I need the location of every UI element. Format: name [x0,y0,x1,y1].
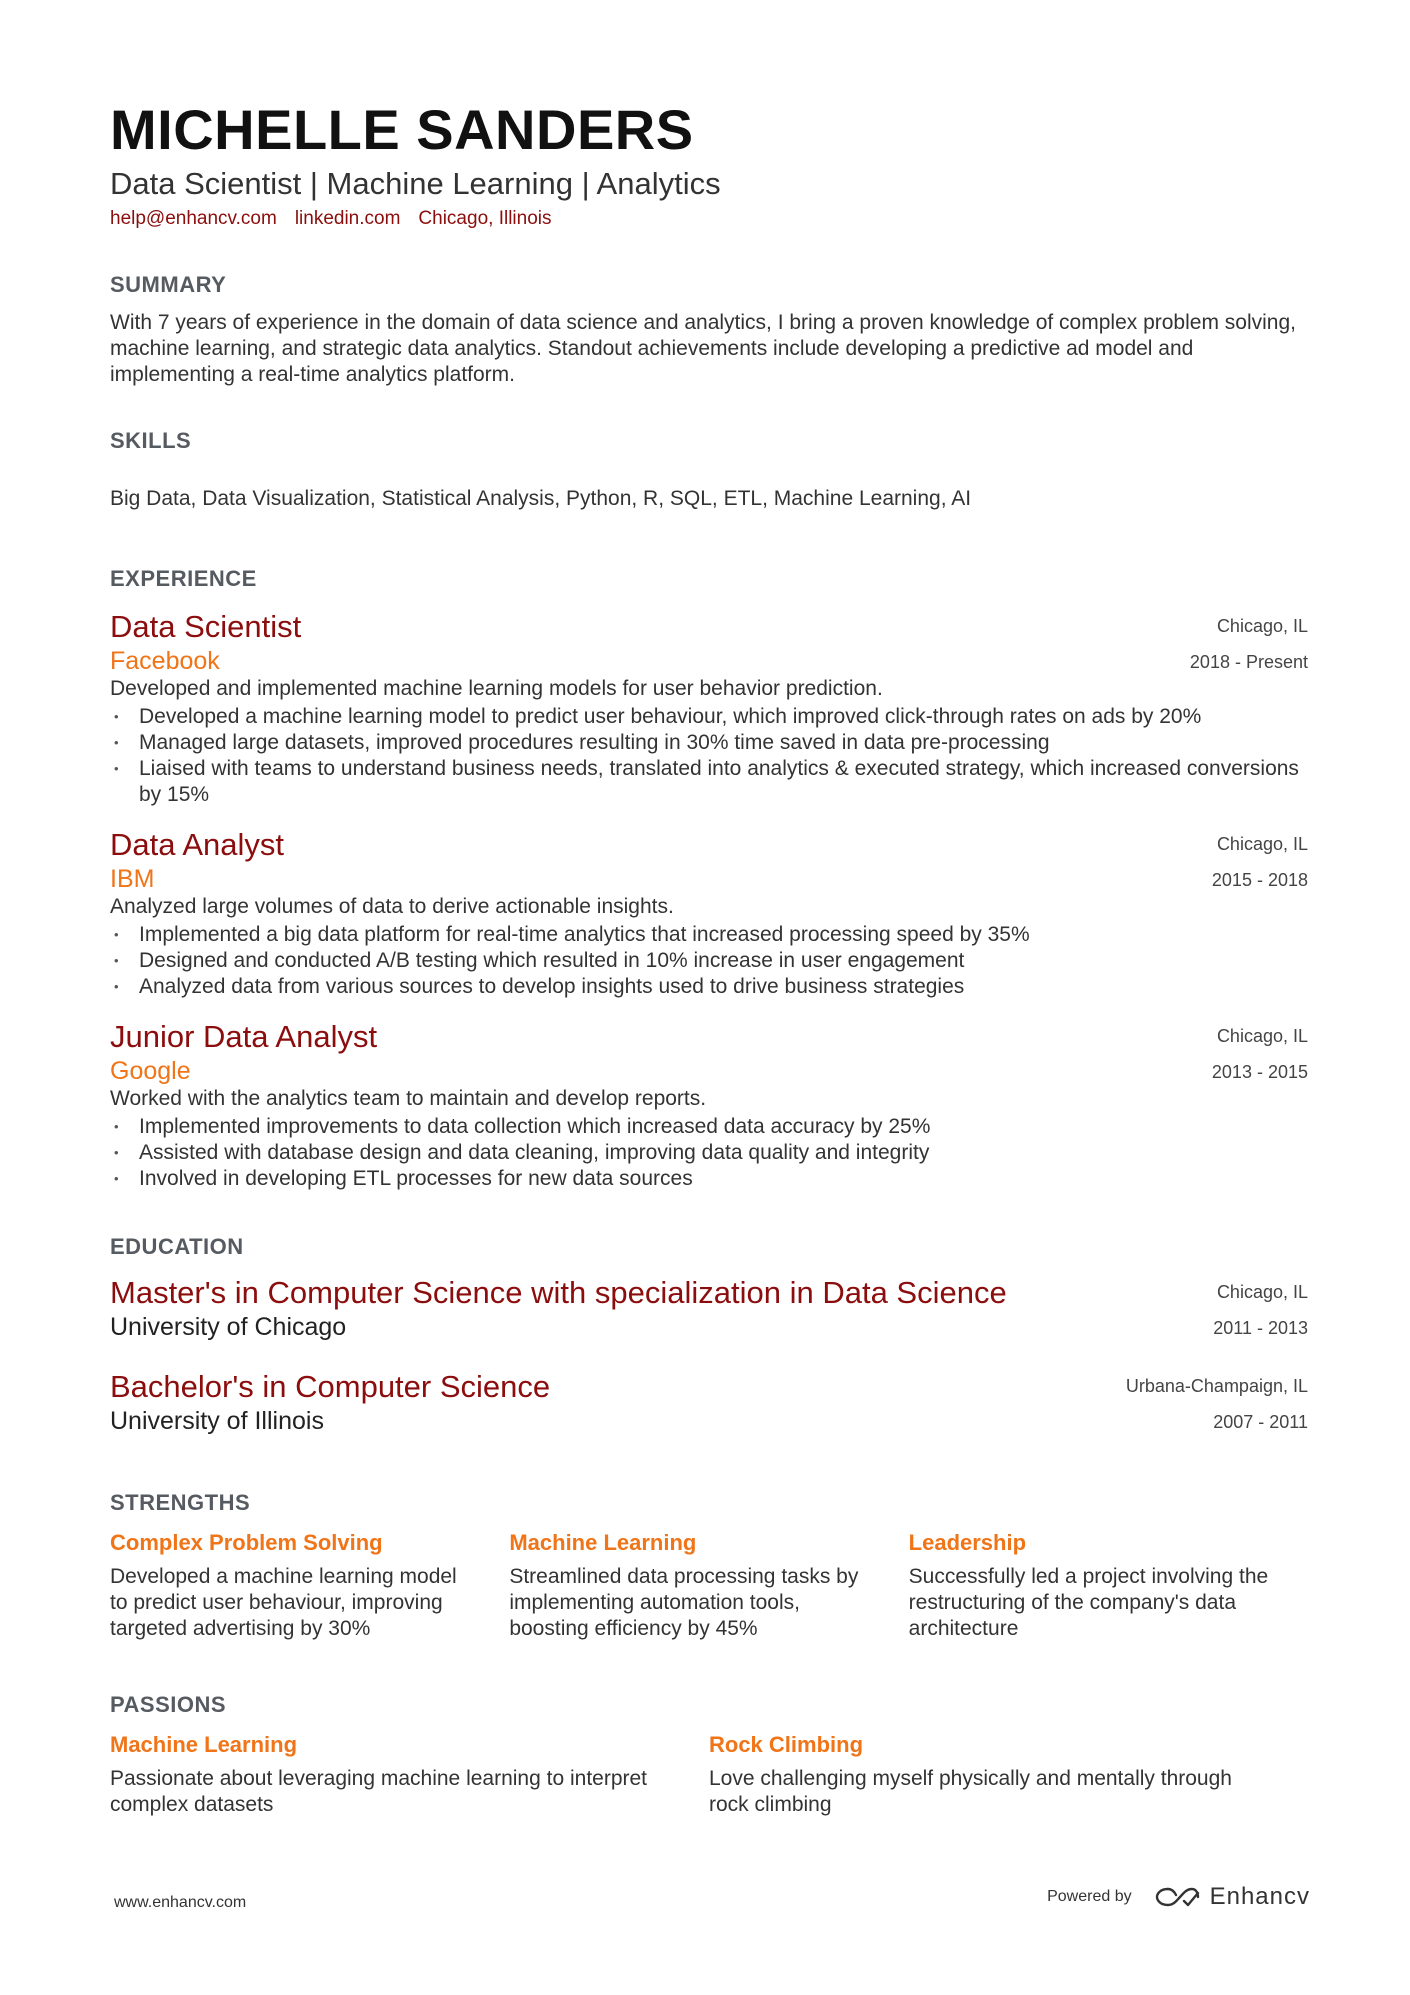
enhancv-logo-icon [1154,1885,1200,1909]
passions-grid [110,1730,1308,1818]
job-title: Data Analyst [110,827,285,862]
section-title: EDUCATION [110,1234,244,1259]
skills-text: Big Data, Data Visualization, Statistical Analysis, Python, R, SQL, ETL, Machine Learning, AI [110,487,972,510]
contact-list [110,208,1308,230]
company-name: IBM [110,865,155,893]
job-meta [1212,1018,1308,1090]
school-name: University of Chicago [110,1313,347,1341]
education-location: Urbana-Champaign, IL [1125,1376,1308,1396]
strength-title: Machine Learning [509,1530,697,1555]
section-title: STRENGTHS [110,1490,251,1515]
strengths-section [110,1490,1308,1642]
strength-item [909,1528,1308,1642]
contact-email-link[interactable]: help@enhancv.com [110,208,277,229]
strength-title: Complex Problem Solving [110,1530,383,1555]
education-entry [110,1368,1308,1436]
strength-text: Successfully led a project involving the restructuring of the company's data architecture [908,1565,1269,1640]
job-location: Chicago, IL [1216,1026,1308,1046]
education-meta [1213,1274,1308,1346]
experience-entry [110,1018,1308,1192]
job-dates: 2018 - Present [1189,652,1308,672]
strength-item [110,1528,509,1642]
education-meta [1126,1368,1308,1440]
job-location: Chicago, IL [1216,616,1308,636]
section-title: PASSIONS [110,1692,227,1717]
company-name: Google [110,1057,191,1085]
degree-title: Bachelor's in Computer Science [110,1369,551,1404]
section-title: EXPERIENCE [110,566,257,591]
job-bullet: • Implemented improvements to data collection which increased data accuracy by 25% [110,1114,1308,1140]
footer-branding [1047,1883,1310,1911]
passion-text: Love challenging myself physically and mentally through rock climbing [709,1767,1232,1816]
job-bullet: • Analyzed data from various sources to develop insights used to drive business strategies [110,974,1308,1000]
experience-entry [110,608,1308,808]
brand-link[interactable] [1154,1883,1310,1911]
candidate-name: MICHELLE SANDERS [110,98,694,161]
job-description: Analyzed large volumes of data to derive actionable insights. [110,895,674,918]
brand-name: Enhancv [1209,1883,1310,1910]
education-entry [110,1274,1308,1342]
passion-item [709,1730,1308,1818]
contact-location: Chicago, Illinois [418,208,552,229]
passion-title: Machine Learning [110,1732,298,1757]
job-bullet: • Developed a machine learning model to predict user behaviour, which improved click-through rates on ads by 20% [110,704,1308,730]
job-bullets [110,1114,1308,1192]
job-bullets [110,922,1308,1000]
job-dates: 2015 - 2018 [1211,870,1308,890]
footer-website-link[interactable]: www.enhancv.com [114,1894,247,1911]
job-title: Data Scientist [110,609,302,644]
experience-entry [110,826,1308,1000]
job-title: Junior Data Analyst [110,1019,378,1054]
degree-title: Master's in Computer Science with specialization in Data Science [110,1275,1007,1310]
passion-text: Passionate about leveraging machine learning to interpret complex datasets [110,1767,648,1816]
strength-text: Developed a machine learning model to predict user behaviour, improving targeted advertising by 30% [110,1565,457,1640]
resume-page [110,96,1308,1818]
job-meta [1190,608,1308,680]
job-bullet: • Managed large datasets, improved procedures resulting in 30% time saved in data pre-processing [110,730,1308,756]
education-location: Chicago, IL [1216,1282,1308,1302]
passions-section [110,1692,1308,1818]
section-title: SUMMARY [110,272,227,297]
experience-section [110,566,1308,1192]
section-title: SKILLS [110,428,192,453]
education-dates: 2007 - 2011 [1213,1412,1308,1432]
job-description: Developed and implemented machine learning models for user behavior prediction. [110,677,883,700]
education-dates: 2011 - 2013 [1213,1318,1308,1338]
job-bullet: • Liaised with teams to understand business needs, translated into analytics & executed strategy, which increased conversions by 15% [110,756,1308,808]
passion-item [110,1730,709,1818]
school-name: University of Illinois [110,1407,324,1435]
job-location: Chicago, IL [1216,834,1308,854]
strengths-grid [110,1528,1308,1642]
education-section [110,1234,1308,1436]
summary-text: With 7 years of experience in the domain of data science and analytics, I bring a proven knowledge of complex problem solving, machine learning, and strategic data analytics. Standout achievements include developing a predictive ad model and implementing a real-time analytics platform. [110,311,1296,386]
candidate-headline: Data Scientist | Machine Learning | Analytics [110,166,721,201]
job-bullet: • Designed and conducted A/B testing which resulted in 10% increase in user engagement [110,948,1308,974]
job-bullets [110,704,1308,808]
passion-title: Rock Climbing [709,1732,864,1757]
job-bullet: • Implemented a big data platform for real-time analytics that increased processing speed by 35% [110,922,1308,948]
strength-item [509,1528,908,1642]
resume-header [110,96,1308,230]
job-description: Worked with the analytics team to maintain and develop reports. [110,1087,707,1110]
contact-linkedin-link[interactable]: linkedin.com [294,208,401,229]
job-meta [1212,826,1308,898]
summary-section [110,272,1308,388]
powered-by-label: Powered by [1047,1888,1132,1905]
skills-section [110,428,1308,512]
company-name: Facebook [110,647,220,675]
strength-title: Leadership [908,1530,1027,1555]
job-bullet: • Assisted with database design and data cleaning, improving data quality and integrity [110,1140,1308,1166]
strength-text: Streamlined data processing tasks by implementing automation tools, boosting efficiency by 45% [509,1565,859,1640]
job-bullet: • Involved in developing ETL processes for new data sources [110,1166,1308,1192]
job-dates: 2013 - 2015 [1211,1062,1308,1082]
